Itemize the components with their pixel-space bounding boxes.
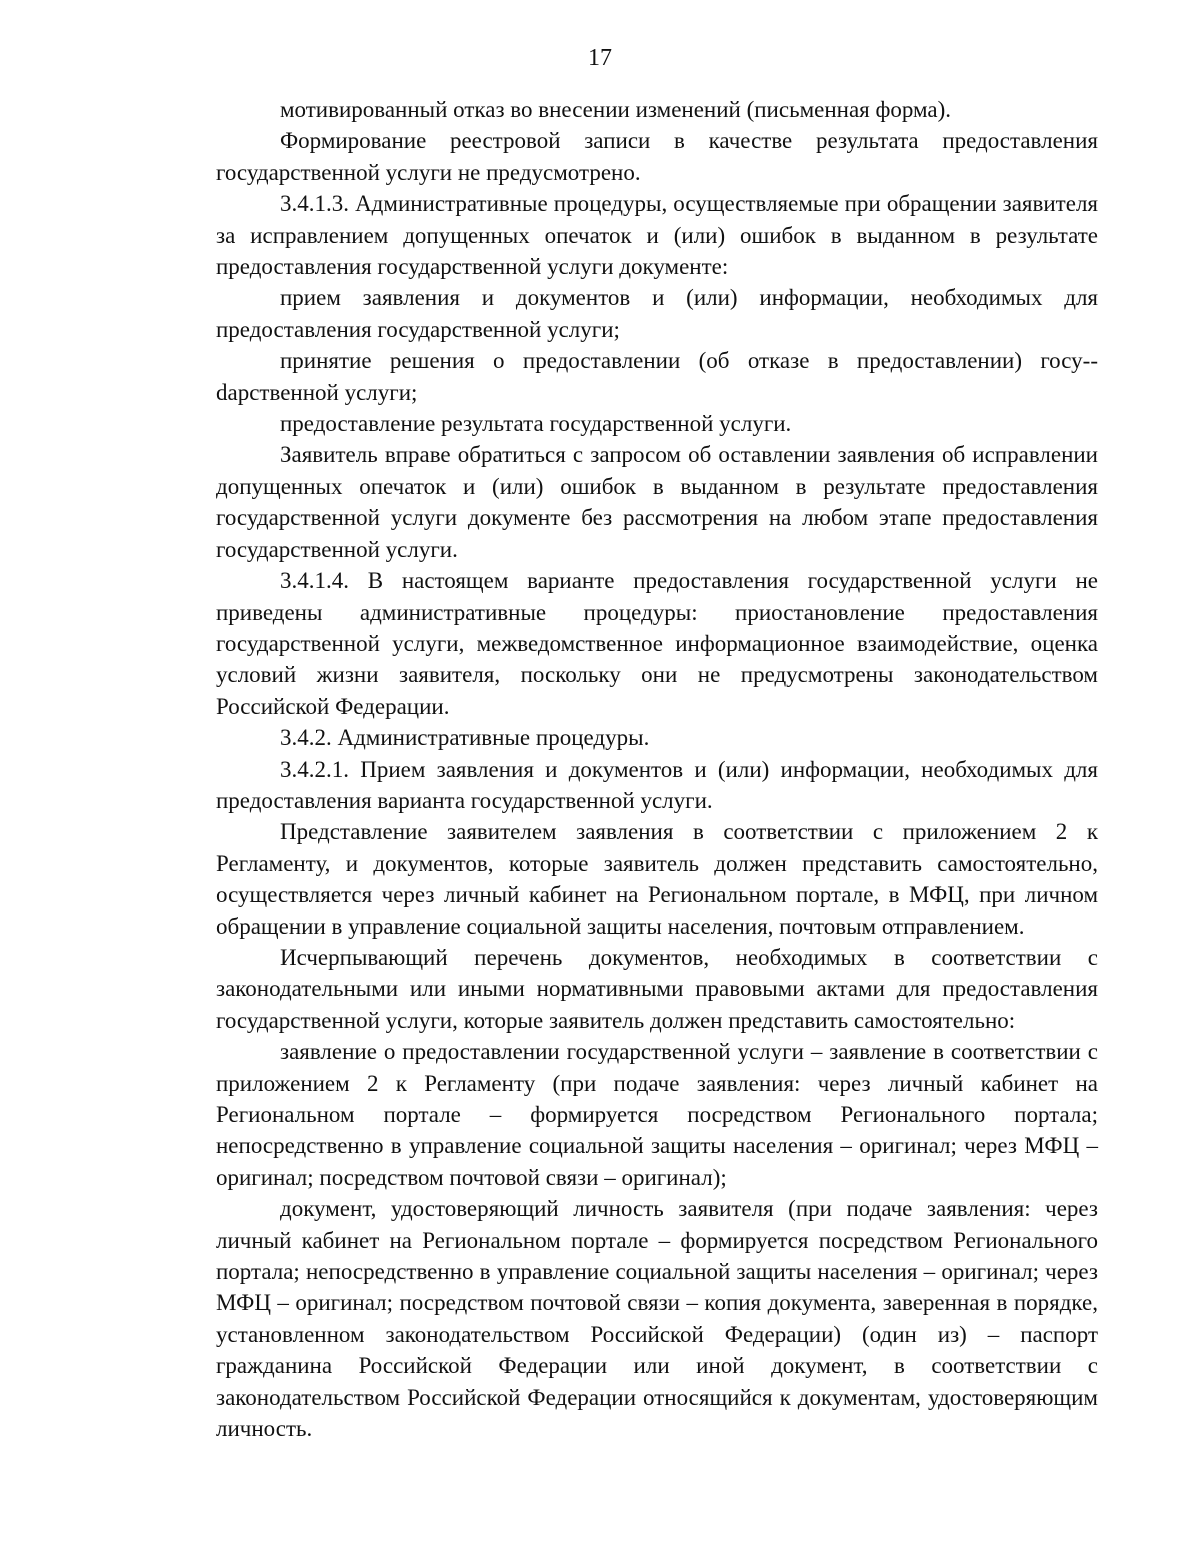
paragraph-14: документ, удостоверяющий личность заявителя (при подаче заявления: через личный кабинет на Региональном портале – формируется посредством Регионального портала; непосредственно в управление социальной защиты населения – оригинал; через МФЦ – оригинал; посредством почтовой связи – копия документа, заверенная в порядке, установленном законодательством Российской Федерации) (один из) – паспорт гражданина Российской Федерации или иной документ, в соответствии с законодательством Российской Федерации относящийся к документам, удостоверяющим личность. [216,1196,1098,1442]
paragraph-2: Формирование реестровой записи в качестве результата предоставления государственной услуги не предусмотрено. [216,128,1098,185]
paragraph-11: Представление заявителем заявления в соответствии с приложением 2 к Регламенту, и документов, которые заявитель должен представить самостоятельно, осуществляется через личный кабинет на Региональном портале, в МФЦ, при личном обращении в управление социальной защиты населения, почтовым отправлением. [216,819,1098,939]
paragraph-6: предоставление результата государственной услуги. [280,411,792,437]
paragraph-3: 3.4.1.3. Административные процедуры, осуществляемые при обращении заявителя за исправлением допущенных опечаток и (или) ошибок в выданном в результате предоставления государственной услуги документе: [216,191,1098,280]
paragraph-4: прием заявления и документов и (или) информации, необходимых для предоставления государственной услуги; [216,285,1098,342]
paragraph-13: заявление о предоставлении государственной услуги – заявление в соответствии с приложением 2 к Регламенту (при подаче заявления: через личный кабинет на Региональном портале – формируется посредством Регионального портала; непосредственно в управление социальной защиты населения – оригинал; через МФЦ – оригинал; посредством почтовой связи – оригинал); [216,1039,1098,1190]
paragraph-12: Исчерпывающий перечень документов, необходимых в соответствии с законодательными или иными нормативными правовыми актами для предоставления государственной услуги, которые заявитель должен представить самостоятельно: [216,944,1098,1033]
paragraph-10: 3.4.2.1. Прием заявления и документов и (или) информации, необходимых для предоставления варианта государственной услуги. [216,756,1098,813]
paragraph-9: 3.4.2. Административные процедуры. [280,725,650,751]
paragraph-8: 3.4.1.4. В настоящем варианте предоставления государственной услуги не приведены административные процедуры: приостановление предоставления государственной услуги, межведомственное информационное взаимодействие, оценка условий жизни заявителя, поскольку они не предусмотрены законодательством Российской Федерации. [216,568,1098,719]
paragraph-7: Заявитель вправе обратиться с запросом об оставлении заявления об исправлении допущенных опечаток и (или) ошибок в выданном в результате предоставления государственной услуги документе без рассмотрения на любом этапе предоставления государственной услуги. [216,442,1098,562]
paragraph-1: мотивированный отказ во внесении изменений (письменная форма). [280,97,952,122]
document-body [216,94,1098,1444]
page-number: 17 [588,45,612,71]
paragraph-5: принятие решения о предоставлении (об отказе в предоставлении) госу-dарственной услуги; [216,348,1098,405]
